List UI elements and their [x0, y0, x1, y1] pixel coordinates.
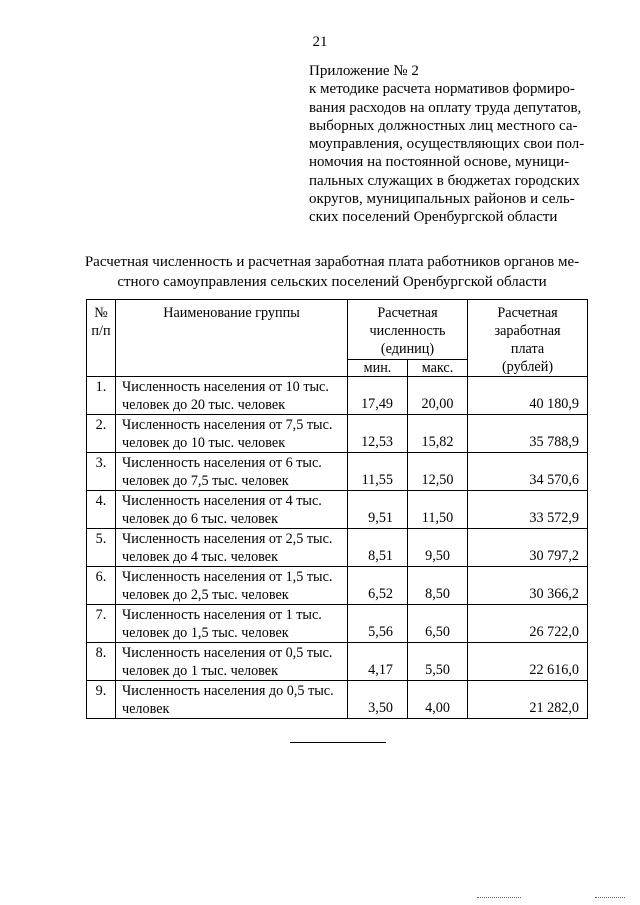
title-line: стного самоуправления сельских поселений Оренбургской области [117, 273, 547, 290]
appendix-heading [309, 62, 599, 227]
table-row [87, 415, 588, 453]
row-pay: 26 722,0 [468, 605, 588, 643]
row-name: Численность населения от 0,5 тыс. человек до 1 тыс. человек [116, 643, 348, 681]
row-pay: 21 282,0 [468, 681, 588, 719]
row-min: 3,50 [348, 681, 408, 719]
header-max: макс. [408, 359, 468, 376]
appendix-line: к методике расчета нормативов формиро- [309, 81, 575, 98]
row-name: Численность населения от 1 тыс. человек до 1,5 тыс. человек [116, 605, 348, 643]
header-num: № п/п [87, 300, 116, 377]
row-number: 8. [87, 643, 116, 681]
row-max: 8,50 [408, 567, 468, 605]
row-max: 11,50 [408, 491, 468, 529]
row-min: 4,17 [348, 643, 408, 681]
row-number: 1. [87, 377, 116, 415]
row-number: 3. [87, 453, 116, 491]
row-number: 9. [87, 681, 116, 719]
appendix-line: пальных служащих в бюджетах городских [309, 172, 580, 189]
row-number: 7. [87, 605, 116, 643]
footer-mark [595, 897, 625, 898]
row-max: 12,50 [408, 453, 468, 491]
row-name: Численность населения от 6 тыс. человек до 7,5 тыс. человек [116, 453, 348, 491]
appendix-line: вания расходов на оплату труда депутатов, [309, 99, 582, 116]
appendix-line: округов, муниципальных районов и сель- [309, 191, 575, 208]
row-min: 12,53 [348, 415, 408, 453]
appendix-line: выборных должностных лиц местного са- [309, 117, 578, 134]
row-min: 9,51 [348, 491, 408, 529]
row-pay: 30 797,2 [468, 529, 588, 567]
row-number: 5. [87, 529, 116, 567]
row-pay: 22 616,0 [468, 643, 588, 681]
row-name: Численность населения до 0,5 тыс. человек [116, 681, 348, 719]
header-pay: Расчетная заработная плата (рублей) [468, 300, 588, 377]
row-name: Численность населения от 4 тыс. человек до 6 тыс. человек [116, 491, 348, 529]
row-min: 11,55 [348, 453, 408, 491]
appendix-line: моуправления, осуществляющих свои пол- [309, 136, 585, 153]
row-number: 4. [87, 491, 116, 529]
appendix-line: ских поселений Оренбургской области [309, 209, 558, 226]
row-pay: 35 788,9 [468, 415, 588, 453]
appendix-line: номочия на постоянной основе, муници- [309, 154, 570, 171]
row-pay: 30 366,2 [468, 567, 588, 605]
row-name: Численность населения от 1,5 тыс. человек до 2,5 тыс. человек [116, 567, 348, 605]
table-row [87, 681, 588, 719]
header-name: Наименование группы [116, 300, 348, 377]
table-row [87, 529, 588, 567]
header-row [87, 300, 588, 360]
table-row [87, 491, 588, 529]
table-row [87, 605, 588, 643]
row-number: 6. [87, 567, 116, 605]
row-name: Численность населения от 10 тыс. человек до 20 тыс. человек [116, 377, 348, 415]
title-line: Расчетная численность и расчетная заработная плата работников органов ме- [84, 254, 580, 270]
row-max: 9,50 [408, 529, 468, 567]
table-row [87, 377, 588, 415]
row-max: 4,00 [408, 681, 468, 719]
table-row [87, 567, 588, 605]
table-row [87, 643, 588, 681]
appendix-line: Приложение № 2 [309, 63, 419, 79]
row-name: Численность населения от 7,5 тыс. человек до 10 тыс. человек [116, 415, 348, 453]
table-row [87, 453, 588, 491]
row-min: 17,49 [348, 377, 408, 415]
row-number: 2. [87, 415, 116, 453]
row-pay: 34 570,6 [468, 453, 588, 491]
row-pay: 40 180,9 [468, 377, 588, 415]
row-name: Численность населения от 2,5 тыс. человек до 4 тыс. человек [116, 529, 348, 567]
row-pay: 33 572,9 [468, 491, 588, 529]
row-min: 6,52 [348, 567, 408, 605]
row-max: 5,50 [408, 643, 468, 681]
row-max: 6,50 [408, 605, 468, 643]
footer-mark [477, 897, 521, 898]
separator-line [290, 742, 386, 743]
table-title [70, 253, 594, 292]
row-min: 5,56 [348, 605, 408, 643]
header-min: мин. [348, 359, 408, 376]
data-table [86, 299, 588, 719]
header-count: Расчетная численность (единиц) [348, 300, 468, 360]
row-max: 15,82 [408, 415, 468, 453]
row-min: 8,51 [348, 529, 408, 567]
row-max: 20,00 [408, 377, 468, 415]
page-number: 21 [312, 34, 328, 50]
